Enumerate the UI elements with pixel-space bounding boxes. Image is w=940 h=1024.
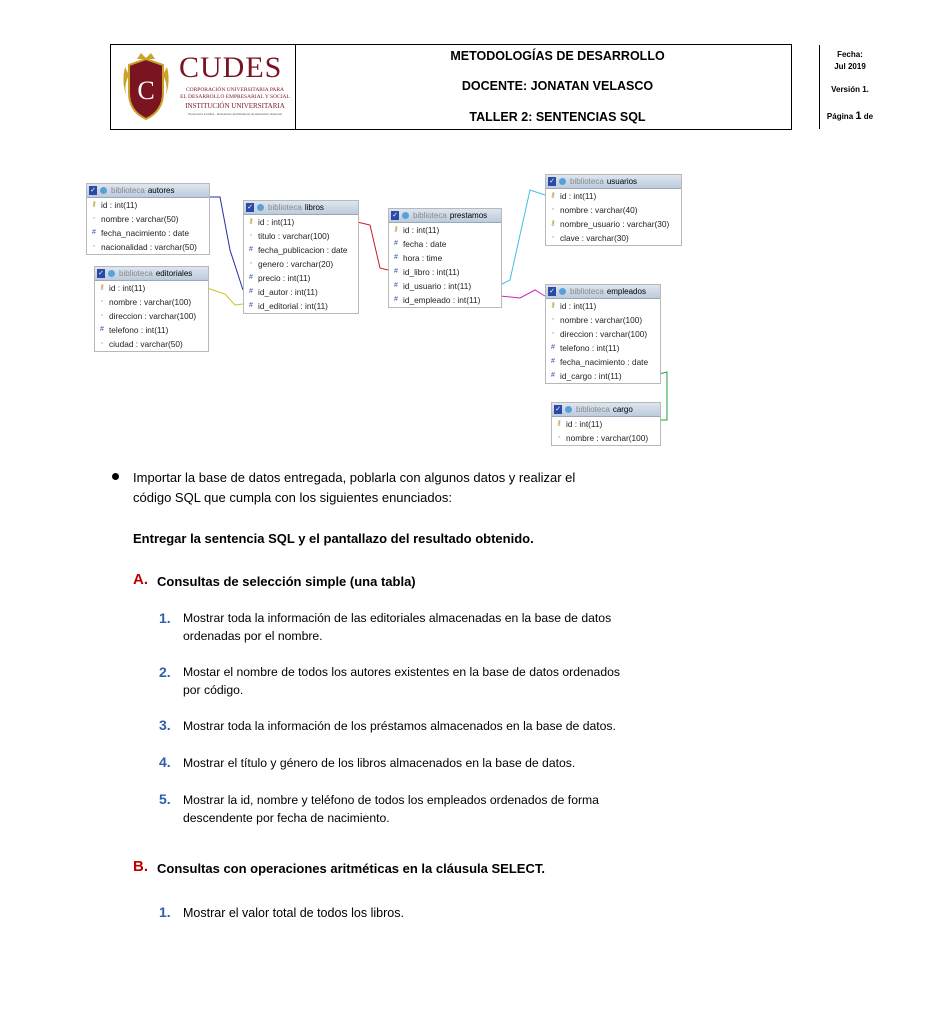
section-a-title: Consultas de selección simple (una tabla)	[157, 574, 416, 589]
field-text: ciudad : varchar(50)	[109, 339, 183, 349]
logo-line-2: EL DESARROLLO EMPRESARIAL Y SOCIAL	[180, 94, 290, 100]
index-icon: #	[249, 288, 253, 295]
schema-name: biblioteca	[576, 405, 610, 414]
column-icon: ◦	[100, 298, 104, 305]
field-text: id : int(11)	[403, 225, 440, 235]
check-icon: ✓	[247, 204, 253, 211]
field-row	[552, 431, 660, 445]
field-row	[244, 299, 358, 313]
section-b-letter: B.	[133, 858, 148, 875]
date-label: Fecha:	[837, 50, 863, 59]
field-row	[546, 231, 681, 245]
field-row	[389, 279, 501, 293]
table-usuarios	[545, 174, 682, 246]
key-icon: ⚷	[91, 201, 97, 208]
index-icon: #	[249, 274, 253, 281]
field-row	[244, 215, 358, 229]
field-row	[546, 203, 681, 217]
field-text: id_cargo : int(11)	[560, 371, 622, 381]
index-icon: #	[394, 296, 398, 303]
item-a4-number: 4.	[159, 754, 171, 770]
item-b1-line1: Mostrar el valor total de todos los libros.	[183, 906, 404, 920]
page-indicator	[820, 110, 880, 122]
field-row	[95, 309, 208, 323]
index-icon: #	[100, 326, 104, 333]
check-icon: ✓	[549, 288, 555, 295]
schema-name: biblioteca	[111, 186, 145, 195]
field-row	[244, 285, 358, 299]
table-name: libros	[304, 203, 324, 212]
field-text: telefono : int(11)	[109, 325, 169, 335]
check-icon: ✓	[555, 406, 561, 413]
field-text: id : int(11)	[101, 200, 138, 210]
schema-name: biblioteca	[570, 177, 604, 186]
item-a3-number: 3.	[159, 717, 171, 733]
version-label: Versión 1.	[831, 85, 869, 94]
index-icon: #	[394, 254, 398, 261]
table-prestamos	[388, 208, 502, 308]
relation-libros-prestamos	[357, 222, 388, 270]
field-text: precio : int(11)	[258, 273, 311, 283]
field-row	[244, 243, 358, 257]
relation-empleados-prestamos	[500, 290, 545, 298]
field-text: id : int(11)	[109, 283, 146, 293]
section-a-letter: A.	[133, 571, 148, 588]
logo-line-1: CORPORACIÓN UNIVERSITARIA PARA	[185, 87, 285, 93]
table-name: empleados	[606, 287, 646, 296]
item-b1-number: 1.	[159, 904, 171, 920]
check-icon: ✓	[549, 178, 555, 185]
field-row	[546, 217, 681, 231]
field-text: id : int(11)	[566, 419, 603, 429]
table-name: cargo	[612, 405, 633, 414]
key-icon: ⚷	[550, 220, 556, 227]
header-meta-cell	[820, 45, 940, 129]
bullet-icon	[112, 473, 119, 480]
relation-autores-libros	[207, 197, 243, 290]
field-text: id : int(11)	[258, 217, 295, 227]
relation-usuarios-prestamos	[500, 190, 545, 285]
page-number: 1	[855, 110, 862, 122]
column-icon: ◦	[249, 260, 253, 267]
schema-name: biblioteca	[570, 287, 604, 296]
field-row	[244, 271, 358, 285]
svg-text:C: C	[137, 76, 155, 105]
field-row	[95, 281, 208, 295]
field-row	[546, 327, 660, 341]
field-text: nombre : varchar(100)	[560, 315, 643, 325]
field-text: nombre : varchar(100)	[109, 297, 192, 307]
item-a1-number: 1.	[159, 610, 171, 626]
field-row	[87, 226, 209, 240]
field-row	[95, 323, 208, 337]
index-icon: #	[249, 302, 253, 309]
field-row	[546, 355, 660, 369]
schema-name: biblioteca	[268, 203, 302, 212]
column-icon: ◦	[100, 340, 104, 347]
item-a2-number: 2.	[159, 664, 171, 680]
column-icon: ◦	[92, 243, 96, 250]
field-row	[546, 189, 681, 203]
item-a2-line2: por código.	[183, 683, 244, 697]
gear-icon	[559, 288, 566, 295]
field-text: id_autor : int(11)	[258, 287, 318, 297]
table-editoriales	[94, 266, 209, 352]
table-name: usuarios	[606, 177, 638, 186]
key-icon: ⚷	[550, 302, 556, 309]
key-icon: ⚷	[556, 420, 562, 427]
intro-line-2: código SQL que cumpla con los siguientes enunciados:	[133, 490, 452, 505]
field-text: genero : varchar(20)	[258, 259, 334, 269]
field-row	[389, 265, 501, 279]
column-icon: ◦	[551, 206, 555, 213]
field-row	[244, 229, 358, 243]
field-text: direccion : varchar(100)	[109, 311, 197, 321]
field-row	[546, 299, 660, 313]
logo-line-3: INSTITUCIÓN UNIVERSITARIA	[185, 102, 285, 110]
index-icon: #	[249, 246, 253, 253]
schema-name: biblioteca	[413, 211, 447, 220]
table-autores	[86, 183, 210, 255]
field-row	[244, 257, 358, 271]
field-text: fecha : date	[403, 239, 447, 249]
field-text: fecha_nacimiento : date	[101, 228, 190, 238]
field-row	[389, 223, 501, 237]
field-text: hora : time	[403, 253, 443, 263]
relation-editoriales-libros	[207, 288, 243, 305]
index-icon: #	[551, 344, 555, 351]
item-a1-line2: ordenadas por el nombre.	[183, 629, 323, 643]
er-diagram	[0, 0, 768, 460]
table-name: editoriales	[155, 269, 193, 278]
page-label: Página	[826, 112, 854, 121]
field-row	[389, 237, 501, 251]
field-text: id : int(11)	[560, 191, 597, 201]
table-empleados	[545, 284, 661, 384]
field-row	[87, 198, 209, 212]
page-suffix: de	[863, 112, 874, 121]
field-text: nombre : varchar(50)	[101, 214, 179, 224]
index-icon: #	[394, 282, 398, 289]
field-text: telefono : int(11)	[560, 343, 620, 353]
field-row	[95, 295, 208, 309]
check-icon: ✓	[90, 187, 96, 194]
field-row	[87, 240, 209, 254]
field-text: titulo : varchar(100)	[258, 231, 330, 241]
field-row	[552, 417, 660, 431]
index-icon: #	[394, 268, 398, 275]
gear-icon	[559, 178, 566, 185]
table-cargo	[551, 402, 661, 446]
schema-name: biblioteca	[119, 269, 153, 278]
field-row	[389, 293, 501, 307]
table-name: prestamos	[449, 211, 488, 220]
key-icon: ⚷	[248, 218, 254, 225]
section-b-title: Consultas con operaciones aritméticas en la cláusula SELECT.	[157, 861, 545, 876]
field-text: id_libro : int(11)	[403, 267, 460, 277]
item-a1-line1: Mostrar toda la información de las editoriales almacenadas en la base de datos	[183, 611, 612, 625]
course-title: METODOLOGÍAS DE DESARROLLO	[450, 49, 665, 63]
column-icon: ◦	[249, 232, 253, 239]
logo-fineprint: Personería Jurídica · Resolución del Ministerio de Educación Nacional	[188, 112, 282, 116]
field-text: nacionalidad : varchar(50)	[101, 242, 197, 252]
index-icon: #	[92, 229, 96, 236]
item-a3-line1: Mostrar toda la información de los préstamos almacenados en la base de datos.	[183, 719, 616, 733]
index-icon: #	[394, 240, 398, 247]
intro-line-1: Importar la base de datos entregada, poblarla con algunos datos y realizar el	[133, 470, 576, 485]
key-icon: ⚷	[99, 284, 105, 291]
field-row	[87, 212, 209, 226]
check-icon: ✓	[392, 212, 398, 219]
item-a4-line1: Mostrar el título y género de los libros almacenados en la base de datos.	[183, 756, 576, 770]
index-icon: #	[551, 358, 555, 365]
deliver-instruction: Entregar la sentencia SQL y el pantallazo del resultado obtenido.	[133, 531, 534, 546]
date-value: Jul 2019	[834, 62, 866, 71]
field-text: fecha_publicacion : date	[258, 245, 348, 255]
field-text: id_empleado : int(11)	[403, 295, 481, 305]
gear-icon	[402, 212, 409, 219]
field-text: nombre : varchar(40)	[560, 205, 638, 215]
table-name: autores	[147, 186, 175, 195]
column-icon: ◦	[551, 330, 555, 337]
key-icon: ⚷	[550, 192, 556, 199]
field-text: id : int(11)	[560, 301, 597, 311]
teacher-name: DOCENTE: JONATAN VELASCO	[461, 79, 654, 93]
gear-icon	[565, 406, 572, 413]
field-text: id_usuario : int(11)	[403, 281, 472, 291]
field-text: clave : varchar(30)	[560, 233, 629, 243]
field-row	[95, 337, 208, 351]
field-text: nombre_usuario : varchar(30)	[560, 219, 670, 229]
field-text: id_editorial : int(11)	[258, 301, 328, 311]
column-icon: ◦	[100, 312, 104, 319]
field-row	[389, 251, 501, 265]
item-a5-number: 5.	[159, 791, 171, 807]
field-text: nombre : varchar(100)	[566, 433, 649, 443]
field-row	[546, 313, 660, 327]
gear-icon	[257, 204, 264, 211]
table-libros	[243, 200, 359, 314]
column-icon: ◦	[92, 215, 96, 222]
gear-icon	[108, 270, 115, 277]
field-row	[546, 341, 660, 355]
workshop-title: TALLER 2: SENTENCIAS SQL	[469, 110, 646, 124]
logo-wordmark: CUDES	[179, 51, 283, 84]
item-a5-line1: Mostrar la id, nombre y teléfono de todos los empleados ordenados de forma	[183, 793, 599, 807]
index-icon: #	[551, 372, 555, 379]
column-icon: ◦	[551, 316, 555, 323]
field-text: direccion : varchar(100)	[560, 329, 648, 339]
field-text: fecha_nacimiento : date	[560, 357, 649, 367]
check-icon: ✓	[98, 270, 104, 277]
item-a5-line2: descendente por fecha de nacimiento.	[183, 811, 390, 825]
item-a2-line1: Mostar el nombre de todos los autores existentes en la base de datos ordenados	[183, 665, 620, 679]
column-icon: ◦	[557, 434, 561, 441]
field-row	[546, 369, 660, 383]
gear-icon	[100, 187, 107, 194]
column-icon: ◦	[551, 234, 555, 241]
key-icon: ⚷	[393, 226, 399, 233]
